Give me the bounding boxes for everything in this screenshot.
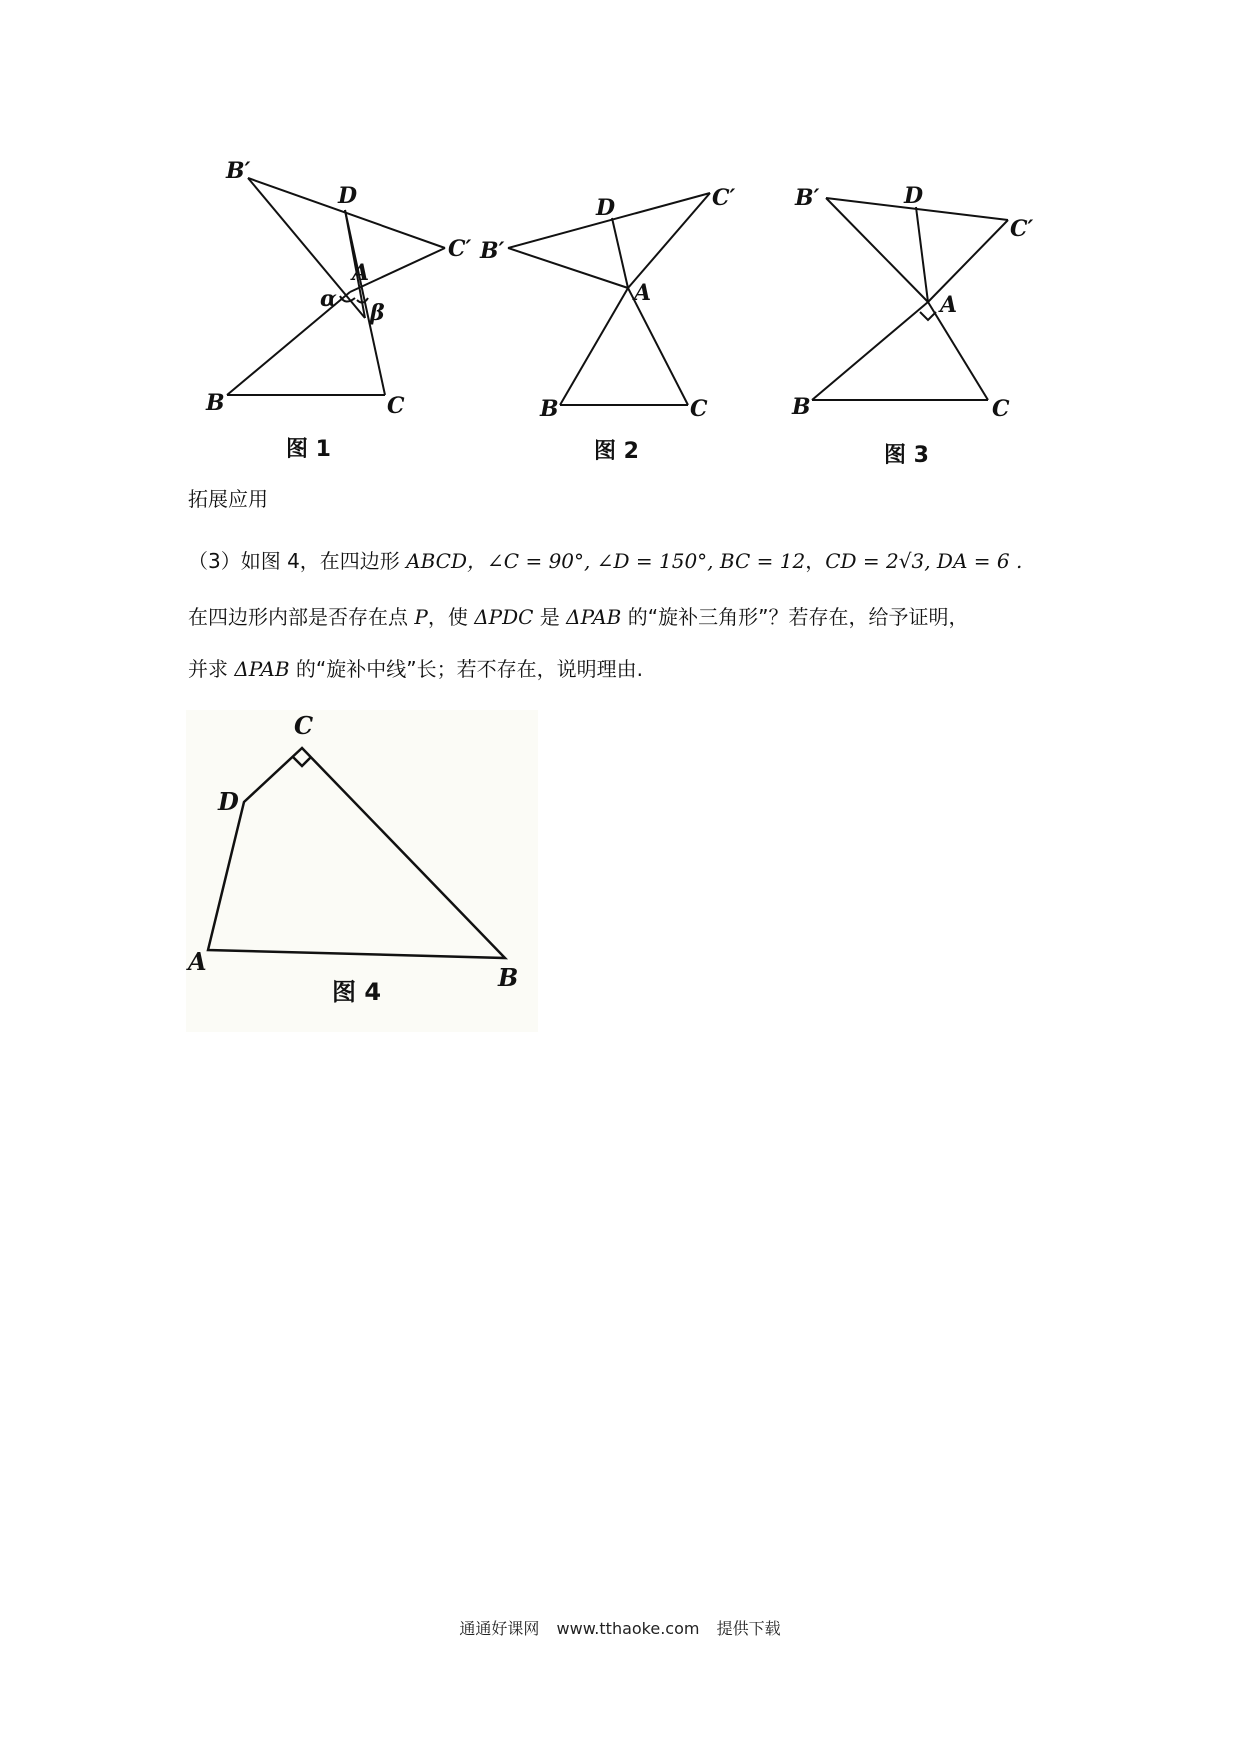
section-heading: 拓展应用 — [188, 487, 268, 511]
fig3-label-b-prime: B′ — [795, 185, 820, 211]
fig4-label-c: C — [294, 711, 314, 740]
fig4-caption: 图 4 — [332, 978, 382, 1006]
problem-conditions-2: CD = 2√3, DA = 6 . — [825, 549, 1023, 573]
fig1-caption: 图 1 — [286, 437, 331, 462]
fig3-label-c: C — [992, 396, 1010, 422]
problem-triangle-pab: ΔPAB — [566, 605, 622, 629]
figure-1-diagram — [0, 0, 1240, 480]
fig2-label-b-prime: B′ — [480, 238, 505, 264]
fig3-label-d: D — [904, 183, 924, 209]
fig4-label-b: B — [498, 963, 519, 992]
problem-line2-mid: ，使 — [427, 605, 475, 629]
fig1-label-alpha: α — [320, 286, 337, 312]
fig1-label-b-prime: B′ — [226, 158, 251, 184]
fig4-label-a: A — [188, 947, 207, 976]
fig4-label-d: D — [218, 787, 239, 816]
fig1-label-d: D — [338, 183, 358, 209]
fig2-label-c-prime: C′ — [712, 185, 736, 211]
fig1-label-b: B — [206, 390, 225, 416]
problem-line3-suffix: 的“旋补中线”长；若不存在，说明理由. — [289, 657, 644, 681]
fig1-label-c: C — [387, 393, 405, 419]
fig1-label-c-prime: C′ — [448, 236, 472, 262]
fig2-caption: 图 2 — [594, 439, 639, 464]
fig3-label-c-prime: C′ — [1010, 216, 1034, 242]
fig2-label-b: B — [540, 396, 559, 422]
footer-url[interactable]: www.tthaoke.com — [556, 1619, 700, 1638]
problem-prefix: （3）如图 4，在四边形 — [188, 549, 407, 573]
figure-4 — [0, 700, 600, 1044]
fig2-label-d: D — [596, 195, 616, 221]
fig1-label-beta: β — [370, 300, 385, 326]
problem-line2-suffix: 的“旋补三角形”？若存在，给予证明， — [621, 605, 969, 629]
problem-line-2 — [188, 602, 968, 632]
problem-point-p: P — [414, 605, 428, 629]
fig3-label-b: B — [792, 394, 811, 420]
fig2-label-c: C — [690, 396, 708, 422]
footer-action: 提供下载 — [716, 1619, 781, 1638]
footer-site-name: 通通好课网 — [459, 1619, 540, 1638]
fig3-caption: 图 3 — [884, 443, 929, 468]
problem-quad: ABCD — [406, 549, 468, 573]
problem-line3-prefix: 并求 — [188, 657, 235, 681]
fig3-label-a: A — [940, 292, 958, 318]
problem-separator: ， — [805, 549, 826, 573]
page-footer — [0, 1616, 1240, 1639]
figure-1 — [0, 0, 1240, 484]
problem-line-3 — [188, 654, 643, 684]
problem-line2-prefix: 在四边形内部是否存在点 — [188, 605, 415, 629]
problem-triangle-pdc: ΔPDC — [474, 605, 534, 629]
problem-line2-mid2: 是 — [533, 605, 567, 629]
problem-conditions-1: ，∠C = 90°, ∠D = 150°, BC = 12 — [467, 549, 806, 573]
problem-triangle-pab-2: ΔPAB — [234, 657, 290, 681]
fig1-label-a: A — [352, 260, 370, 286]
problem-line-1 — [188, 546, 1022, 576]
fig2-label-a: A — [634, 280, 652, 306]
figure-4-diagram — [0, 700, 600, 1040]
